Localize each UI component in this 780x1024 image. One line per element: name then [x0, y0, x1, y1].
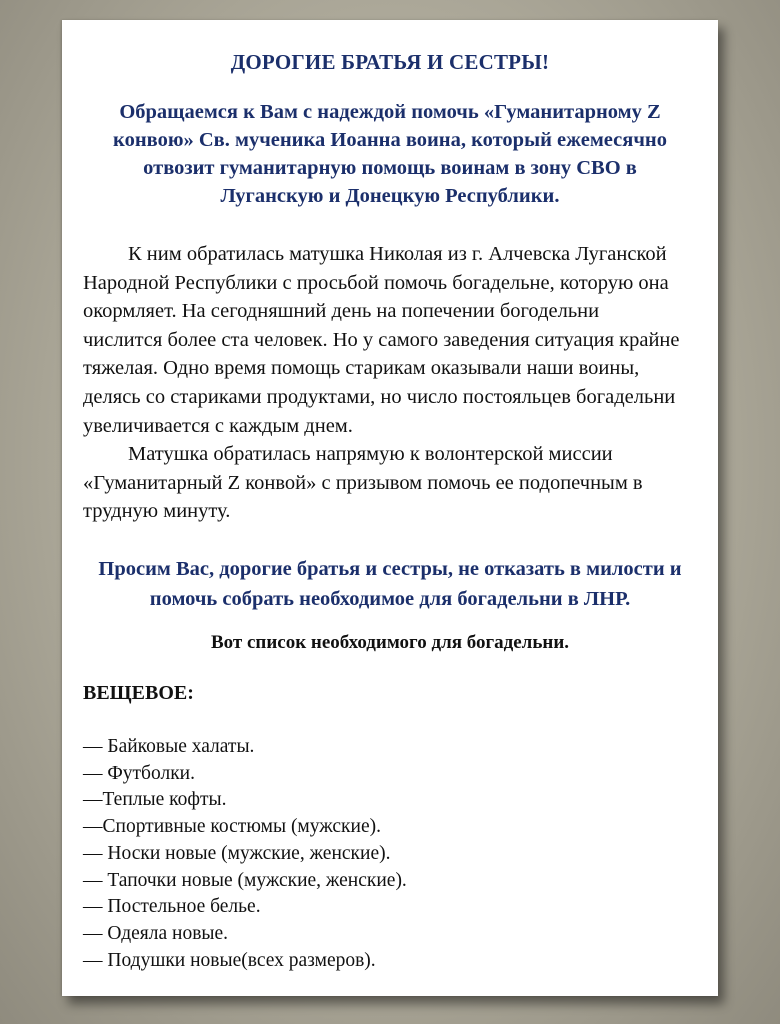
appeal-heading [92, 98, 688, 210]
list-item: — Носки новые (мужские, женские). [83, 842, 391, 864]
paragraph-line: числится более ста человек. Но у самого заведения ситуация крайне [83, 328, 680, 351]
appeal-line: конвою» Св. мученика Иоанна воина, который ежемесячно [113, 129, 667, 151]
appeal-line: Луганскую и Донецкую Республики. [220, 185, 560, 207]
list-item: — Тапочки новые (мужские, женские). [83, 869, 407, 891]
request-line: Просим Вас, дорогие братья и сестры, не отказать в милости и [98, 558, 682, 580]
paragraph-line: увеличивается с каждым днем. [83, 414, 353, 437]
request-heading [82, 554, 698, 614]
paragraph-line: трудную минуту. [83, 500, 231, 523]
paragraph-line: «Гуманитарный Z конвой» с призывом помочь ее подопечным в [83, 471, 643, 494]
document-page [62, 20, 718, 996]
list-item: — Байковые халаты. [83, 736, 255, 757]
list-title: Вот список необходимого для богадельни. [210, 632, 570, 653]
body-text [83, 240, 703, 526]
list-item: —Теплые кофты. [83, 789, 227, 811]
items-list [83, 734, 407, 974]
paragraph-line: тяжелая. Одно время помощь старикам оказывали наши воины, [83, 357, 640, 380]
appeal-line: Обращаемся к Вам с надеждой помочь «Гуманитарному Z [119, 101, 661, 123]
paragraph-line: делясь со стариками продуктами, но число постояльцев богадельни [83, 385, 676, 408]
paragraph-line: окормляет. На сегодняшний день на попечении богодельни [83, 300, 600, 323]
page-title: ДОРОГИЕ БРАТЬЯ И СЕСТРЫ! [230, 50, 550, 74]
section-title: ВЕЩЕВОЕ: [83, 682, 194, 704]
paragraph-line: Народной Республики с просьбой помочь богадельне, которую она [83, 271, 669, 294]
list-item: —Спортивные костюмы (мужские). [83, 816, 381, 838]
list-item: — Одеяла новые. [83, 922, 229, 944]
list-item: — Постельное белье. [83, 896, 261, 918]
paragraph-line: К ним обратилась матушка Николая из г. Алчевска Луганской [128, 243, 667, 265]
list-item: — Футболки. [83, 762, 195, 784]
request-line: помочь собрать необходимое для богадельни в ЛНР. [149, 588, 631, 610]
list-item: — Подушки новые(всех размеров). [83, 949, 376, 971]
paragraph-line: Матушка обратилась напрямую к волонтерской миссии [128, 443, 613, 466]
appeal-line: отвозит гуманитарную помощь воинам в зону СВО в [143, 157, 637, 179]
